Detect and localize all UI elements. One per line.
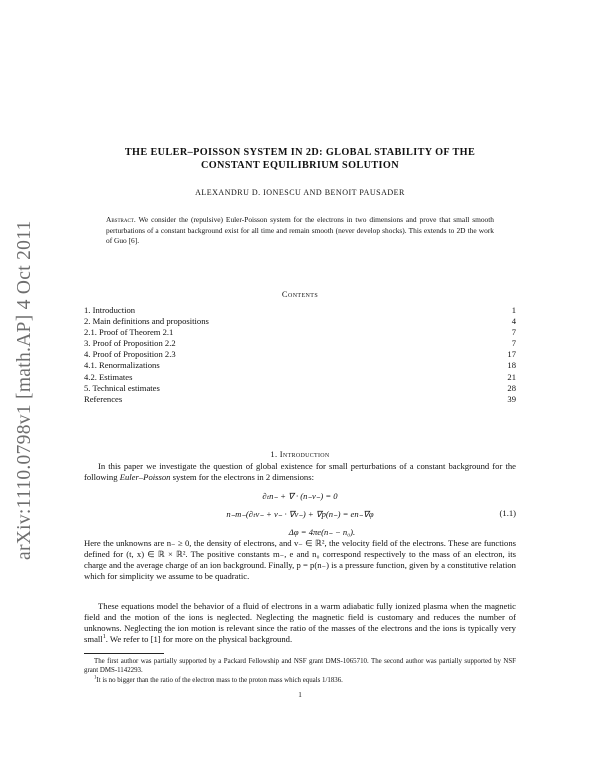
equation-momentum: n₋m₋(∂ₜv₋ + v₋ · ∇v₋) + ∇p(n₋) = en₋∇φ bbox=[226, 509, 374, 519]
physics-text-b: . We refer to [1] for more on the physical background. bbox=[105, 634, 293, 644]
equation-continuity: ∂ₜn₋ + ∇ · (n₋v₋) = 0 bbox=[262, 491, 338, 501]
toc-entry[interactable] bbox=[84, 383, 516, 394]
toc-page: 17 bbox=[507, 349, 516, 360]
toc-label: 2.1. Proof of Theorem 2.1 bbox=[84, 327, 174, 338]
toc-entry[interactable] bbox=[84, 360, 516, 371]
toc-page: 7 bbox=[511, 338, 516, 349]
physics-paragraph bbox=[84, 601, 516, 645]
equation-poisson: Δφ = 4πe(n₋ − n₀). bbox=[288, 527, 356, 537]
toc-label: 4. Proof of Proposition 2.3 bbox=[84, 349, 176, 360]
title-line-1: THE EULER–POISSON SYSTEM IN 2D: GLOBAL STABILITY OF THE bbox=[124, 147, 476, 158]
toc-page: 4 bbox=[511, 316, 516, 327]
toc-entry[interactable] bbox=[84, 327, 516, 338]
toc-label: 1. Introduction bbox=[84, 305, 136, 315]
toc-entry[interactable] bbox=[84, 338, 516, 349]
title-line-2: CONSTANT EQUILIBRIUM SOLUTION bbox=[200, 160, 400, 171]
table-of-contents bbox=[84, 305, 516, 405]
contents-heading: Contents bbox=[281, 289, 319, 299]
arxiv-stamp: arXiv:1110.0798v1 [math.AP] 4 Oct 2011 bbox=[14, 220, 35, 560]
intro-text-b: system for the electrons in 2 dimensions: bbox=[170, 472, 314, 482]
toc-label: 4.2. Estimates bbox=[84, 371, 133, 382]
toc-entry[interactable] bbox=[84, 372, 516, 383]
intro-text-a: In this paper we investigate the question of global existence for small perturbations of a constant background for the following bbox=[84, 461, 516, 482]
abstract-label: Abstract. bbox=[106, 215, 136, 224]
paper-title bbox=[80, 146, 520, 172]
funding-footnote: The first author was partially supported by a Packard Fellowship and NSF grant DMS-1065710. The second author was partially supported by NSF grant DMS-1142293. bbox=[84, 658, 516, 675]
toc-page: 7 bbox=[511, 327, 516, 338]
equation-number: (1.1) bbox=[499, 508, 516, 518]
toc-entry[interactable] bbox=[84, 349, 516, 360]
toc-page: 1 bbox=[511, 305, 516, 315]
footnote-rule bbox=[84, 653, 164, 654]
toc-label: 2. Main definitions and propositions bbox=[84, 316, 209, 327]
abstract-text: We consider the (repulsive) Euler-Poisson system for the electrons in two dimensions and prove that small smooth perturbations of a constant background exist for all time and remain smooth (never develop shocks). This extends to 2D the work of Guo [6]. bbox=[106, 215, 494, 245]
footnote-marker[interactable]: 1 bbox=[102, 634, 106, 641]
toc-page: 28 bbox=[507, 382, 516, 393]
page-number: 1 bbox=[298, 691, 302, 699]
physics-text-a: These equations model the behavior of a fluid of electrons in a warm adiabatic fully ionized plasma when the magnetic field and the motion of the ions is neglected. Neglecting the magnetic field is customary and reduces the number of unknowns. Neglecting the ion motion is relevant since the ratio of the masses of the electrons and the ions is typically very small bbox=[84, 601, 516, 644]
abstract bbox=[106, 215, 494, 247]
toc-page: 21 bbox=[507, 371, 516, 382]
unknowns-paragraph: Here the unknowns are n₋ ≥ 0, the density of electrons, and v₋ ∈ ℝ², the velocity field of the electrons. These are functions defined for (t, x) ∈ ℝ × ℝ². The positive constants m₋, e and n₀ correspond respectively to the mass of an electron, its charge and the average charge of an ion background. Finally, p = p(n₋) is a pressure function, given by a constitutive relation which for simplicity we assume to be quadratic. bbox=[84, 538, 516, 581]
toc-label: 4.1. Renormalizations bbox=[84, 360, 160, 371]
intro-emphasis: Euler–Poisson bbox=[119, 472, 171, 482]
footnote-number: 1 bbox=[94, 675, 97, 681]
toc-entry[interactable] bbox=[84, 316, 516, 327]
toc-label: References bbox=[84, 393, 123, 404]
section-heading: 1. Introduction bbox=[270, 449, 330, 459]
toc-label: 5. Technical estimates bbox=[84, 382, 160, 393]
toc-page: 18 bbox=[507, 360, 516, 371]
mass-ratio-footnote bbox=[84, 676, 516, 685]
authors: ALEXANDRU D. IONESCU AND BENOIT PAUSADER bbox=[195, 188, 405, 197]
toc-entry[interactable] bbox=[84, 394, 516, 405]
toc-entry[interactable] bbox=[84, 305, 516, 316]
toc-page: 39 bbox=[507, 393, 516, 404]
toc-label: 3. Proof of Proposition 2.2 bbox=[84, 338, 176, 349]
intro-paragraph bbox=[84, 461, 516, 483]
mass-ratio-text: It is no bigger than the ratio of the electron mass to the proton mass which equals 1/1836. bbox=[96, 677, 343, 684]
